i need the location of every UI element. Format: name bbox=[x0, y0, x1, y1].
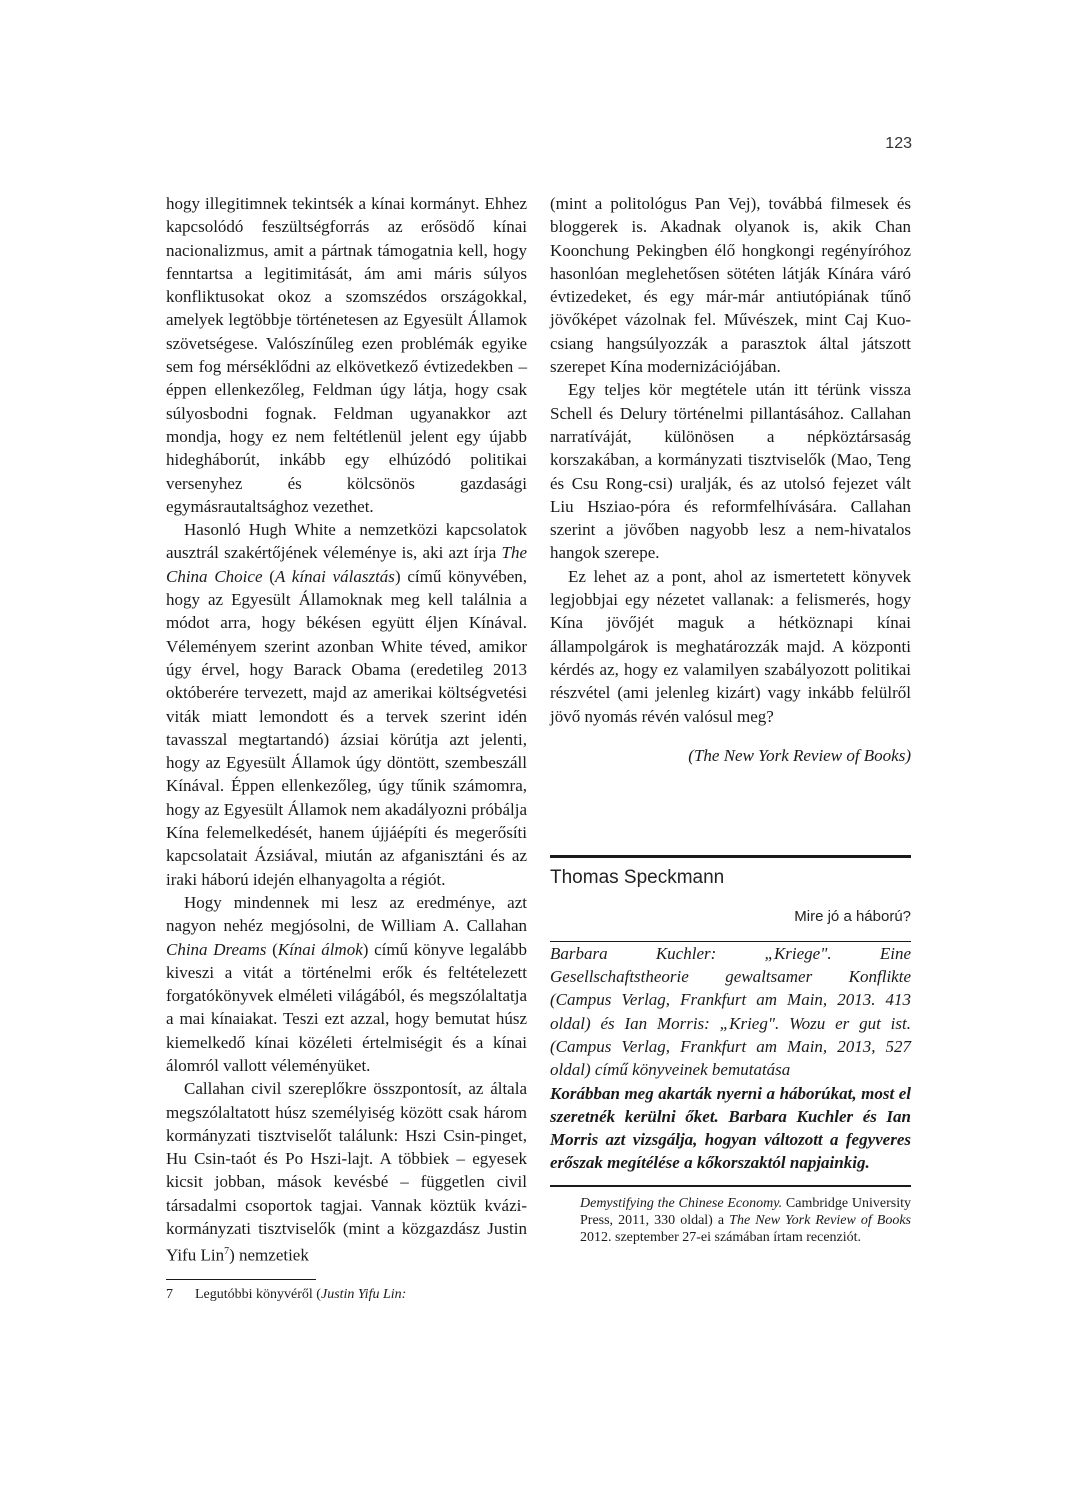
source-credit: (The New York Review of Books) bbox=[688, 745, 911, 765]
text: ) című könyvében, hogy az Egyesült Államoknak meg kell találnia a módot arra, hogy békésen együtt éljen Kínával. Véleményem szerint azonban White téved, amikor úgy érvel, hogy Barack Obama (eredetileg 2013 októberére tervezett, majd az amerikai költségvetési viták miatt lemondott és a tervek szerint idén tavasszal megtartandó) ázsiai körútja azt jelenti, hogy az Egyesült Államok úgy döntött, szembeszáll Kínával. Éppen ellenkezőleg, úgy tűnik számomra, hogy az Egyesült Államok nem akadályozni próbálja Kína felemelkedését, hanem újjáépíti és megerősíti kapcsolatait Ázsiával, miután az afganisztáni és az iraki háború idején elhanyagolta a régiót. bbox=[166, 566, 527, 889]
paragraph: Hasonló Hugh White a nemzetközi kapcsolatok ausztrál szakértőjének véleménye is, aki azt írja The China Choice (A kínai választás) című könyvében, hogy az Egyesült Államoknak meg kell találnia a módot arra, hogy békésen együtt éljen Kínával. Véleményem szerint azonban White téved, amikor úgy érvel, hogy Barack Obama (eredetileg 2013 októberére tervezett, majd az amerikai költségvetési viták miatt lemondott és a tervek szerint idén tavasszal megtartandó) ázsiai körútja azt jelenti, hogy az Egyesült Államok úgy döntött, szembeszáll Kínával. Éppen ellenkezőleg, úgy tűnik számomra, hogy az Egyesült Államok nem akadályozni próbálja Kína felemelkedését, hanem újjáépíti és megerősíti kapcsolatait Ázsiával, miután az afganisztáni és az iraki háború idején elhanyagolta a régiót. bbox=[166, 520, 527, 889]
paragraph: Ez lehet az a pont, ahol az ismertetett könyvek legjobbjai egy nézetet vallanak: a felismerés, hogy Kína jövőjét maguk a hétköznapi kínai állampolgárok is meghatározzák majd. A központi kérdés az, hogy ez valamilyen szabályozott politikai részvétel (ami jelenleg kizárt) vagy inkább felülről jövő nyomás révén valósul meg? bbox=[550, 566, 911, 726]
footnote-number: 7 bbox=[166, 1287, 173, 1302]
paragraph bbox=[166, 1077, 527, 1267]
paragraph: hogy illegitimnek tekintsék a kínai kormányt. Ehhez kapcsolódó feszültségforrás az erősödő kínai nacionalizmus, amit a pártnak támogatnia kell, hogy fenntartsa a legitimitását, ám ami máris súlyos konfliktusokat okoz a szomszédos országokkal, amelyek legtöbbje történetesen az Egyesült Államok szövetségese. Valószínűleg ezen problémák egyike sem fog mérséklődni az elkövetkező évtizedekben – éppen ellenkezőleg, Feldman úgy látja, hogy csak súlyosbodni fognak. Feldman ugyanakkor azt mondja, hogy ez nem feltétlenül jelent egy újabb hidegháborút, inkább egy elhúzódó politikai versenyhez és kölcsönös gazdasági egymásrautaltsághoz vezethet. bbox=[166, 194, 527, 516]
paragraph: (mint a politológus Pan Vej), továbbá filmesek és bloggerek is. Akadnak olyanok is, akik Chan Koonchung Pekingben élő hongkongi regényíróhoz hasonlóan meglehetősen sötéten látják Kínára váró évtizedeket, és egy már-már antiutópiának tűnő jövőképet vázolnak fel. Művészek, mint Caj Kuo-csiang hangsúlyozzák a parasztok által játszott szerepet Kína modernizációjában. bbox=[550, 194, 911, 377]
footnote bbox=[166, 1286, 527, 1304]
text: Hasonló Hugh White a nemzetközi kapcsolatok ausztrál szakértőjének véleménye is, aki azt írja bbox=[166, 520, 527, 563]
paragraph: Egy teljes kör megtétele után itt térünk vissza Schell és Delury történelmi pillantásához. Callahan narratíváját, különösen a népköztársaság korszakában, a kormányzati tisztviselők (Mao, Teng és Csu Rong-csi) uralják, és az utolsó fejezet vált Liu Hsziao-póra és reformfelhívására. Callahan szerint a jövőben nagyobb lesz a nem-hivatalos hangok szerepe. bbox=[550, 380, 911, 563]
footnote-book: Demystifying the Chinese Economy. bbox=[580, 1196, 783, 1212]
text: ) című könyve legalább kiveszi a vitát a történelmi erők és feltételezett forgatókönyvek elméleti világából, és megszólaltatja a mai kínaiakat. Teszi ezt azzal, hogy bemutat húsz kiemelkedő kínai közéleti értelmiségit és a kínai álomról vallott véleményüket. bbox=[166, 939, 527, 1075]
text: ) nemzetiek bbox=[229, 1246, 309, 1266]
text: Hogy mindennek mi lesz az eredménye, azt nagyon nehéz megjósolni, de William A. Callahan bbox=[166, 892, 527, 936]
paragraph: Hogy mindennek mi lesz az eredménye, azt nagyon nehéz megjósolni, de William A. Callahan China Dreams (Kínai álmok) című könyve legalább kiveszi a vitát a történelmi erők és feltételezett forgatókönyvek elméleti világából, és megszólaltatja a mai kínaiakat. Teszi ezt azzal, hogy bemutat húsz kiemelkedő kínai közéleti értelmiségit és a kínai álomról vallott véleményüket. bbox=[166, 892, 527, 1075]
left-column bbox=[166, 192, 527, 1267]
book-title: China Dreams bbox=[166, 939, 267, 959]
footnote-text: 2012. szeptember 27-ei számában írtam recenziót. bbox=[580, 1230, 862, 1246]
footnote-divider bbox=[550, 1185, 911, 1187]
footnote-divider bbox=[166, 1279, 316, 1280]
article-divider bbox=[550, 855, 911, 858]
text: Callahan civil szereplőkre összpontosít, az általa megszólaltatott húsz személyiség között csak három kormányzati tisztviselőt találunk: Hszi Csin-pinget, Hu Csin-taót és Po Hszi-lajt. A többiek – egyesek kicsit jobban, mások kevésbé – független civil társadalmi csoportok tagjai. Vannak köztük kvázi-kormányzati tisztviselők (mint a közgazdász Justin Yifu Lin bbox=[166, 1079, 527, 1266]
article-title: Mire jó a háború? bbox=[794, 908, 911, 926]
article-lead: Korábban meg akarták nyerni a háborúkat, most el szeretnék kerülni őket. Barbara Kuchler és Ian Morris azt vizsgálja, hogyan változott a fegyveres erőszak megítélése a kőkorszaktól napjainkig. bbox=[550, 1083, 911, 1173]
footnote-book: Justin Yifu Lin: bbox=[320, 1287, 407, 1302]
footnote-text: Cambridge University Press, 2011, 330 oldal) a bbox=[580, 1196, 911, 1229]
book-info: Barbara Kuchler: „Kriege". Eine Gesellschaftstheorie gewaltsamer Konflikte (Campus Verlag, Frankfurt am Main, 2013. 413 oldal) és Ian Morris: „Krieg". Wozu er gut ist. (Campus Verlag, Frankfurt am Main, 2013, 527 oldal) című könyveinek bemutatása bbox=[550, 943, 911, 1080]
footnote-journal: The New York Review of Books bbox=[729, 1213, 911, 1229]
author-name: Thomas Speckmann bbox=[550, 867, 725, 889]
right-column bbox=[550, 192, 911, 1246]
footnote-text: Legutóbbi könyvéről ( bbox=[195, 1287, 321, 1302]
book-title-hu: Kínai álmok bbox=[277, 939, 363, 959]
footnote-mark: 7 bbox=[224, 1246, 230, 1258]
page-number: 123 bbox=[885, 135, 912, 152]
book-title-hu: A kínai választás bbox=[274, 566, 395, 586]
footnote-continuation bbox=[550, 1195, 911, 1246]
book-title: The China Choice bbox=[166, 543, 527, 586]
